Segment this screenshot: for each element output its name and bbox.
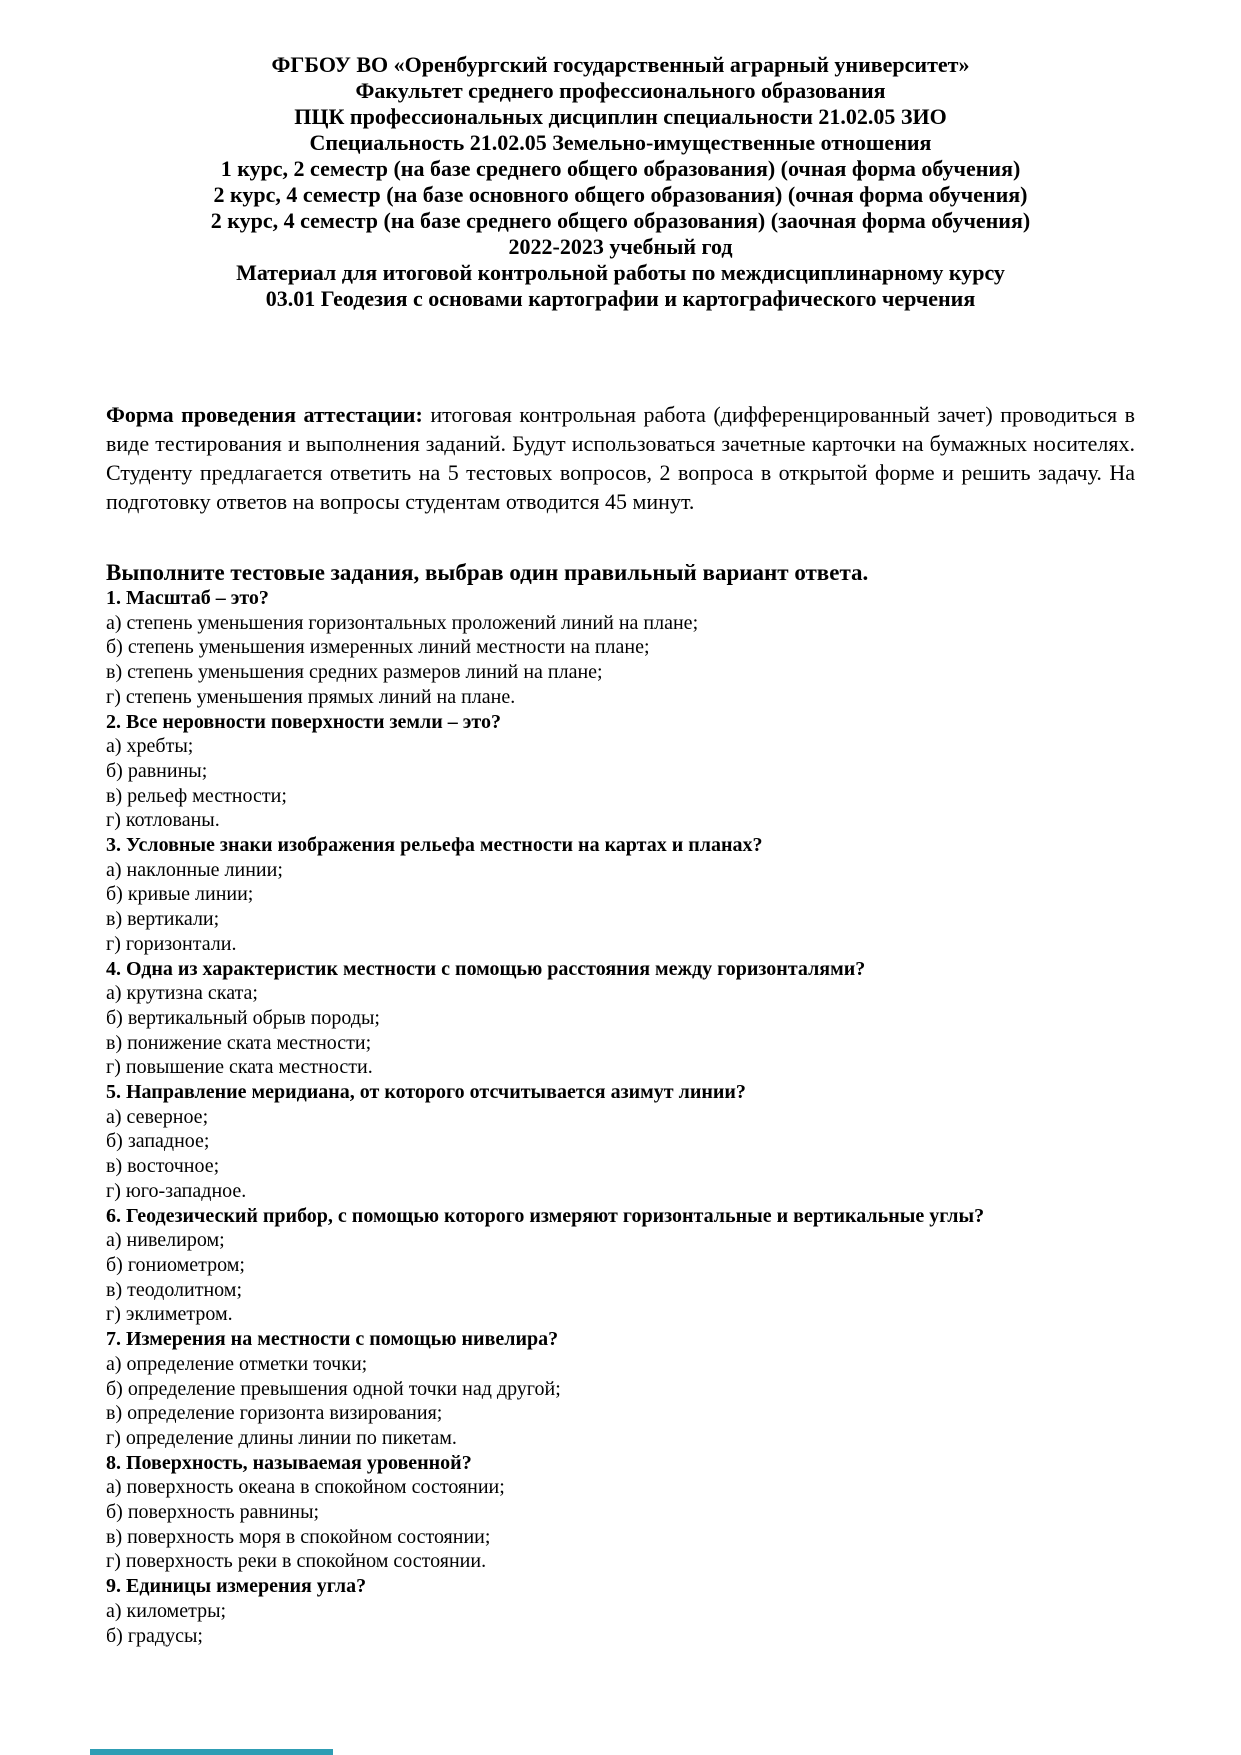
question-title: 5. Направление меридиана, от которого отсчитывается азимут линии? — [106, 1081, 746, 1104]
answer-option: в) теодолитном; — [106, 1278, 243, 1301]
answer-option: б) поверхность равнины; — [106, 1501, 320, 1524]
question-block-4 — [106, 957, 1135, 1081]
answer-option: в) определение горизонта визирования; — [106, 1402, 443, 1425]
test-instructions-heading: Выполните тестовые задания, выбрав один правильный вариант ответа. — [106, 560, 869, 585]
answer-option: а) нивелиром; — [106, 1229, 225, 1252]
answer-option: б) западное; — [106, 1130, 210, 1153]
answer-option: б) степень уменьшения измеренных линий местности на плане; — [106, 636, 650, 659]
answer-option: а) определение отметки точки; — [106, 1352, 368, 1375]
attestation-form-paragraph — [106, 400, 1135, 516]
answer-option: в) поверхность моря в спокойном состоянии; — [106, 1525, 491, 1548]
question-title: 4. Одна из характеристик местности с помощью расстояния между горизонталями? — [106, 957, 866, 980]
header-line-material: Материал для итоговой контрольной работы по междисциплинарному курсу — [236, 260, 1005, 285]
answer-option: а) крутизна ската; — [106, 982, 258, 1005]
attestation-form-text: итоговая контрольная работа (дифференцированный зачет) проводиться в виде тестирования и выполнения заданий. Будут использоваться зачетные карточки на бумажных носителях. Студенту предлагается ответить на 5 тестовых вопросов, 2 вопроса в открытой форме и решить задачу. На подготовку ответов на вопросы студентам отводится 45 минут. — [106, 402, 1135, 514]
header-line-course-title: 03.01 Геодезия с основами картографии и картографического черчения — [265, 286, 976, 311]
answer-option: г) определение длины линии по пикетам. — [106, 1426, 457, 1449]
question-title: 6. Геодезический прибор, с помощью которого измеряют горизонтальные и вертикальные углы? — [106, 1204, 985, 1227]
answer-option: б) кривые линии; — [106, 883, 254, 906]
question-title: 2. Все неровности поверхности земли – это? — [106, 710, 501, 733]
answer-option: б) градусы; — [106, 1624, 203, 1647]
answer-option: б) определение превышения одной точки над другой; — [106, 1377, 561, 1400]
answer-option: а) хребты; — [106, 735, 194, 758]
answer-option: в) восточное; — [106, 1155, 220, 1178]
answer-option: в) рельеф местности; — [106, 784, 287, 807]
answer-option: б) вертикальный обрыв породы; — [106, 1006, 380, 1029]
answer-option: г) котлованы. — [106, 809, 220, 832]
answer-option: г) степень уменьшения прямых линий на плане. — [106, 685, 516, 708]
header-line-course-2: 2 курс, 4 семестр (на базе основного общего образования) (очная форма обучения) — [213, 182, 1028, 207]
answer-option: а) километры; — [106, 1599, 227, 1622]
answer-option: а) северное; — [106, 1105, 209, 1128]
question-block-9 — [106, 1574, 1135, 1648]
question-title: 7. Измерения на местности с помощью нивелира? — [106, 1328, 559, 1351]
answer-option: а) степень уменьшения горизонтальных проложений линий на плане; — [106, 611, 699, 634]
answer-option: а) наклонные линии; — [106, 858, 283, 881]
question-title: 1. Масштаб – это? — [106, 587, 269, 609]
question-block-7 — [106, 1327, 1135, 1451]
header-line-speciality: Специальность 21.02.05 Земельно-имущественные отношения — [309, 130, 932, 155]
answer-option: г) горизонтали. — [106, 932, 237, 955]
question-block-6 — [106, 1204, 1135, 1328]
answer-option: г) юго-западное. — [106, 1179, 247, 1202]
answer-option: б) гониометром; — [106, 1253, 245, 1276]
header-line-course-3: 2 курс, 4 семестр (на базе среднего общего образования) (заочная форма обучения) — [210, 208, 1031, 233]
answer-option: г) поверхность реки в спокойном состоянии. — [106, 1550, 487, 1573]
document-header — [106, 52, 1135, 312]
questions-list — [106, 586, 1135, 1648]
answer-option: г) эклиметром. — [106, 1303, 233, 1326]
answer-option: б) равнины; — [106, 759, 208, 782]
question-block-1 — [106, 586, 1135, 710]
answer-option: в) вертикали; — [106, 908, 220, 931]
page-bottom-accent-bar — [90, 1749, 333, 1755]
header-line-pck: ПЦК профессиональных дисциплин специальности 21.02.05 ЗИО — [294, 104, 947, 129]
question-block-3 — [106, 833, 1135, 957]
question-block-2 — [106, 710, 1135, 834]
question-title: 3. Условные знаки изображения рельефа местности на картах и планах? — [106, 834, 763, 857]
question-block-5 — [106, 1080, 1135, 1204]
header-line-faculty: Факультет среднего профессионального образования — [355, 78, 886, 103]
answer-option: в) понижение ската местности; — [106, 1031, 372, 1054]
answer-option: в) степень уменьшения средних размеров линий на плане; — [106, 661, 603, 684]
header-line-year: 2022-2023 учебный год — [508, 234, 733, 259]
question-block-8 — [106, 1451, 1135, 1575]
answer-option: г) повышение ската местности. — [106, 1056, 373, 1079]
answer-option: а) поверхность океана в спокойном состоянии; — [106, 1476, 505, 1499]
header-line-university: ФГБОУ ВО «Оренбургский государственный аграрный университет» — [271, 52, 970, 77]
question-title: 8. Поверхность, называемая уровенной? — [106, 1451, 472, 1474]
question-title: 9. Единицы измерения угла? — [106, 1575, 367, 1598]
attestation-form-lead: Форма проведения аттестации: — [106, 402, 423, 427]
header-line-course-1: 1 курс, 2 семестр (на базе среднего общего образования) (очная форма обучения) — [220, 156, 1021, 181]
